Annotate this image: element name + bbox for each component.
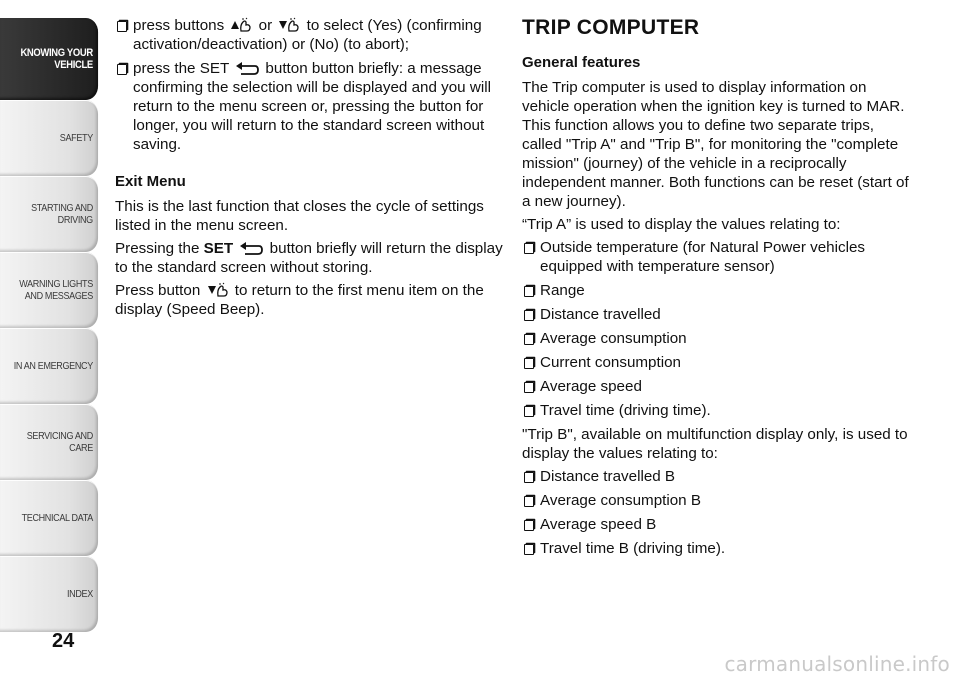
tab-label: KNOWING YOUR VEHICLE [20,47,93,71]
down-arrow-hand-icon [278,17,300,33]
checkbox-bullet-icon [117,21,127,32]
list-item: Average consumption B [522,491,912,510]
tab-index[interactable] [0,556,98,632]
list-item: press the SET button button briefly: a message confirming the selection will be displayed and you will return to the menu screen or, pressing the button for longer, you will return to the standard screen without saving. [115,59,503,154]
tab-label: STARTING AND DRIVING [31,202,93,226]
down-arrow-hand-icon [207,282,229,298]
tab-starting-and-driving[interactable] [0,176,98,252]
tab-label: IN AN EMERGENCY [13,360,93,372]
list-item: Average speed B [522,515,912,534]
tab-knowing-your-vehicle[interactable] [0,18,98,100]
right-column [522,16,912,563]
exit-menu-paragraph: Pressing the SET button briefly will return the display to the standard screen without storing. [115,240,503,276]
tab-servicing-and-care[interactable] [0,404,98,480]
checkbox-bullet-icon [524,544,534,555]
list-item: Travel time (driving time). [522,401,912,420]
tab-label: TECHNICAL DATA [21,512,93,524]
list-item: Average consumption [522,329,912,348]
list-item: Distance travelled B [522,467,912,486]
list-item: press buttons or to select (Yes) (confirming activation/deactivation) or (No) (to abort); [115,16,503,54]
exit-menu-paragraph: This is the last function that closes the cycle of settings listed in the menu screen. [115,198,484,234]
tab-label: SERVICING AND CARE [26,430,93,454]
body-paragraph: "Trip B", available on multifunction display only, is used to display the values relating to: [522,426,908,462]
list-item: Travel time B (driving time). [522,539,912,558]
general-features-heading: General features [522,54,641,71]
body-paragraph: The Trip computer is used to display information on vehicle operation when the ignition key is turned to MAR. This function allows you to define two separate trips, called "Trip A" and "Trip B", for monitoring the "complete mission" (journey) of the vehicle in a reciprocally independent manner. Both functions can be reset (start of a new journey). [522,79,909,210]
checkbox-bullet-icon [524,310,534,321]
list-item: Distance travelled [522,305,912,324]
checkbox-bullet-icon [524,496,534,507]
chapter-sidebar [0,18,100,632]
checkbox-bullet-icon [117,64,127,75]
checkbox-bullet-icon [524,406,534,417]
checkbox-bullet-icon [524,472,534,483]
tab-warning-lights[interactable] [0,252,98,328]
set-label: SET [203,240,234,257]
list-item: Range [522,281,912,300]
checkbox-bullet-icon [524,520,534,531]
checkbox-bullet-icon [524,243,534,254]
tab-label: INDEX [66,588,93,600]
set-return-arrow-icon [235,62,259,76]
tab-label: SAFETY [59,132,93,144]
list-item: Outside temperature (for Natural Power vehicles equipped with temperature sensor) [522,238,912,276]
section-title: TRIP COMPUTER [522,16,700,39]
checkbox-bullet-icon [524,334,534,345]
tab-technical-data[interactable] [0,480,98,556]
checkbox-bullet-icon [524,286,534,297]
instruction-list [115,16,503,154]
exit-menu-heading: Exit Menu [115,173,186,190]
up-arrow-hand-icon [230,17,252,33]
list-item: Current consumption [522,353,912,372]
body-paragraph: “Trip A” is used to display the values relating to: [522,216,841,233]
watermark: carmanualsonline.info [724,652,950,676]
checkbox-bullet-icon [524,382,534,393]
set-return-arrow-icon [239,242,263,256]
tab-in-an-emergency[interactable] [0,328,98,404]
left-column [115,16,503,323]
trip-b-list [522,467,912,558]
exit-menu-paragraph: Press button to return to the first menu item on the display (Speed Beep). [115,282,484,318]
list-item: Average speed [522,377,912,396]
trip-a-list [522,238,912,420]
tab-label: WARNING LIGHTS AND MESSAGES [19,278,93,302]
checkbox-bullet-icon [524,358,534,369]
page-number: 24 [52,630,75,652]
tab-safety[interactable] [0,100,98,176]
